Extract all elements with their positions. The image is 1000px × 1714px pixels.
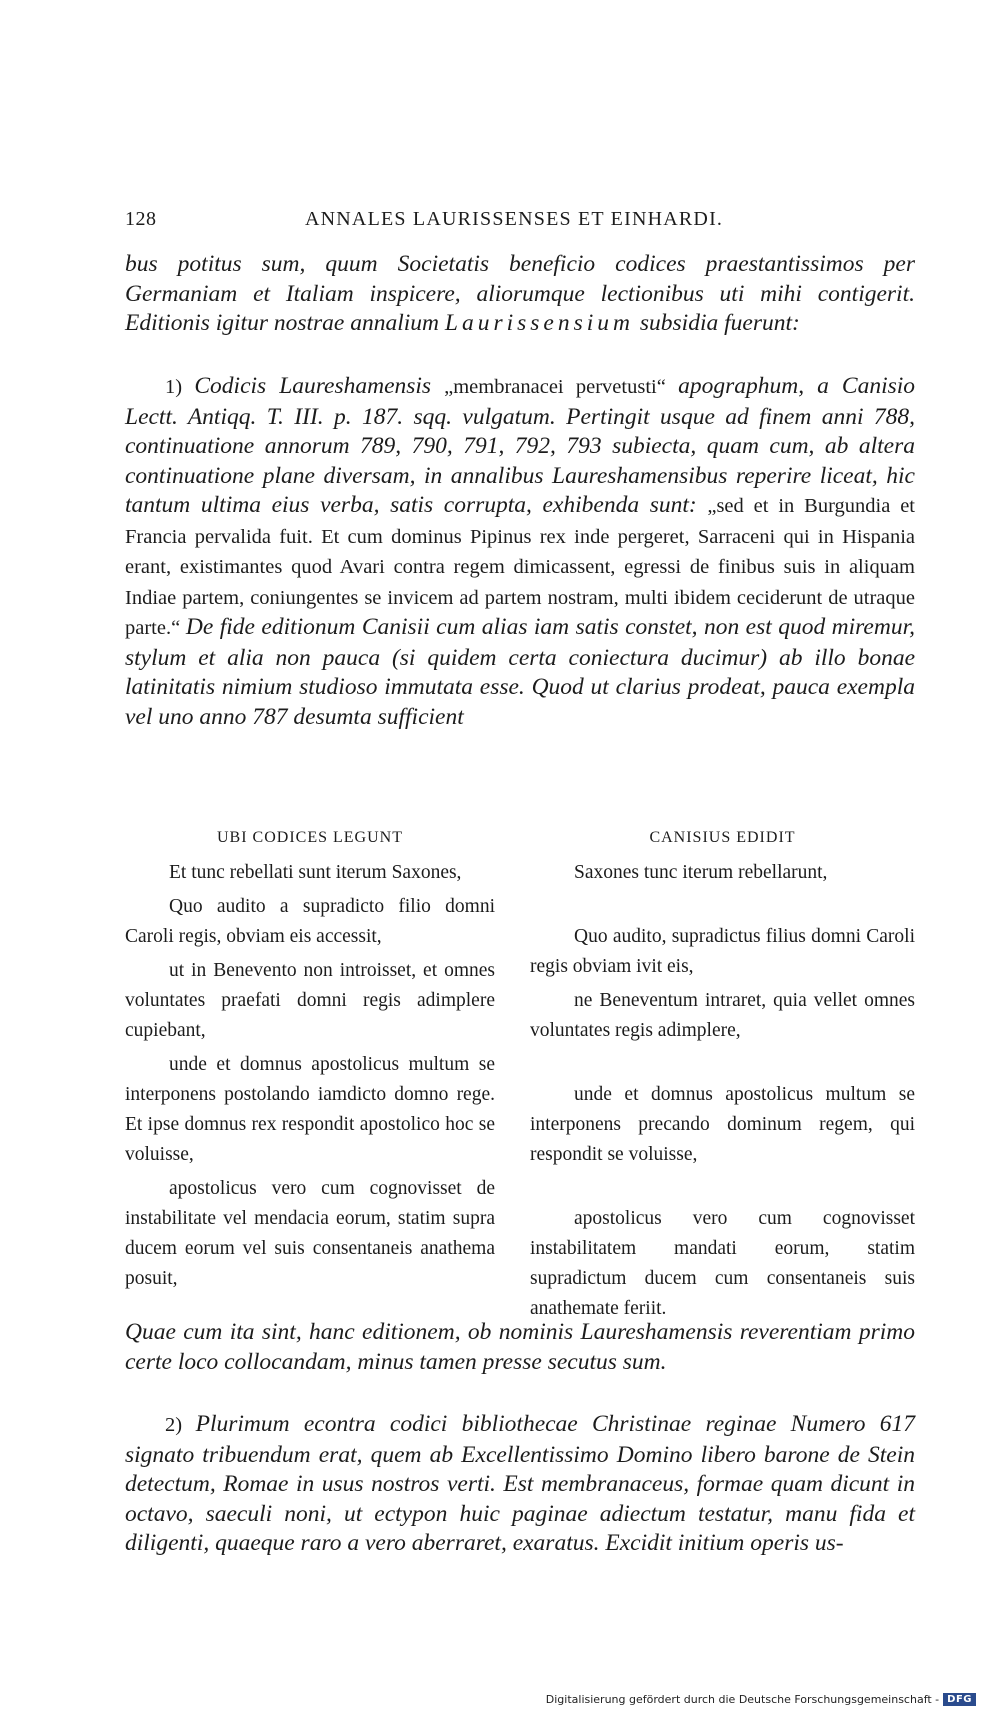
column-codices (125, 826, 495, 1298)
paragraph-codex-2 (125, 1410, 915, 1559)
canisius-line: ne Beneventum intraret, quia vellet omnes voluntates regis adimplere, (530, 990, 915, 1041)
paragraph-intro (125, 250, 915, 339)
codices-line: ut in Benevento non introisset, et omnes voluntates praefati domni regis adimplere cupiebant, (125, 960, 495, 1041)
item-number-2: 2) (165, 1414, 196, 1436)
paragraph-codex-1 (125, 372, 915, 732)
canisius-line: Saxones tunc iterum rebellarunt, (574, 862, 828, 883)
codices-line: unde et domnus apostolicus multum se interponens postolando iamdicto domno rege. Et ipse domnus rex respondit apostolico hoc se voluisse, (125, 1054, 495, 1165)
canisius-line: unde et domnus apostolicus multum se interponens precando dominum regem, qui respondit se voluisse, (530, 1084, 915, 1165)
codex-1-quote-b: „sed et in Burgundia et Francia pervalida fuit. Et cum dominus Pipinus rex inde pergeret, Sarraceni qui in Hispania erant, existimantes quod Avari contra regem dimicassent, egressi de finibus suis in aliquam Indiae partem, coniungentes se invicem ad partem nostram, multi ibidem ceciderunt de utraque parte.“ (125, 495, 915, 639)
codices-line: apostolicus vero cum cognovisset de instabilitate vel mendacia eorum, statim supra ducem eorum vel suis consentaneis anathema posuit, (125, 1178, 495, 1289)
credit-text: Digitalisierung gefördert durch die Deutsche Forschungsgemeinschaft - (545, 1693, 940, 1706)
item-number-1: 1) (165, 376, 195, 398)
codex-1-text-c: De fide editionum Canisii cum alias iam satis constet, non est quod miremur, stylum et alia non pauca (si quidem certa coniectura ducimur) ab illo bonae latinitatis nimium studioso immutata esse. Quod ut clarius prodeat, pauca exempla vel uno anno 787 desumta sufficient (125, 614, 915, 730)
running-title: ANNALES LAURISSENSES ET EINHARDI. (305, 208, 724, 230)
paragraph-conclusion: Quae cum ita sint, hanc editionem, ob nominis Laureshamensis reverentiam primo certe loco collocandam, minus tamen presse secutus sum. (125, 1319, 915, 1375)
paragraph-intro-start: bus potitus sum, quum Societatis beneficio codices praestantissimos per Germaniam et Italiam inspicere, aliorumque lectionibus uti mihi contigerit. Editionis igitur nostrae annalium (125, 251, 915, 336)
canisius-line: apostolicus vero cum cognovisset instabilitatem mandati eorum, statim supradictum ducem cum consentaneis suis anathemate feriit. (530, 1208, 915, 1319)
codex-1-text-a: Codicis Laureshamensis (194, 373, 445, 399)
page-header (125, 208, 912, 238)
codex-2-text: Plurimum econtra codici bibliothecae Christinae reginae Numero 617 signato tribuendum erat, quem ab Excellentissimo Domino libero barone de Stein detectum, Romae in usus nostros verti. Est membranaceus, formae quam dicunt in octavo, saeculi noni, ut ectypon huic paginae adiectum testatur, manu fida et diligenti, quaeque raro a vero aberraret, exaratus. Excidit initium operis us- (125, 1411, 916, 1556)
page-number: 128 (125, 208, 157, 230)
codex-1-text-b: apographum, a Canisio Lectt. Antiqq. T. III. p. 187. sqq. vulgatum. Pertingit usque ad finem anni 788, continuatione annorum 789, 790, 791, 792, 793 subiecta, quam cum, ab altera continuatione plane diversam, in annalibus Laureshamensibus reperire liceat, hic tantum ultima eius verba, satis corrupta, exhibenda sunt: (125, 373, 916, 518)
column-canisius (530, 826, 915, 1328)
codices-line: Quo audito a supradicto filio domni Caroli regis, obviam eis accessit, (125, 896, 495, 947)
column-heading-canisius: CANISIUS EDIDIT (649, 829, 796, 846)
codices-line: Et tunc rebellati sunt iterum Saxones, (169, 862, 462, 883)
canisius-line: Quo audito, supradictus filius domni Caroli regis obviam ivit eis, (530, 926, 915, 977)
codex-1-quote-a: „membranacei pervetusti“ (444, 376, 679, 398)
dfg-logo: DFG (943, 1693, 976, 1706)
paragraph-intro-end: subsidia fuerunt: (634, 310, 800, 336)
column-heading-codices: UBI CODICES LEGUNT (217, 829, 403, 846)
spaced-word: Laurissensium (444, 310, 635, 336)
digitization-credit (546, 1693, 976, 1706)
